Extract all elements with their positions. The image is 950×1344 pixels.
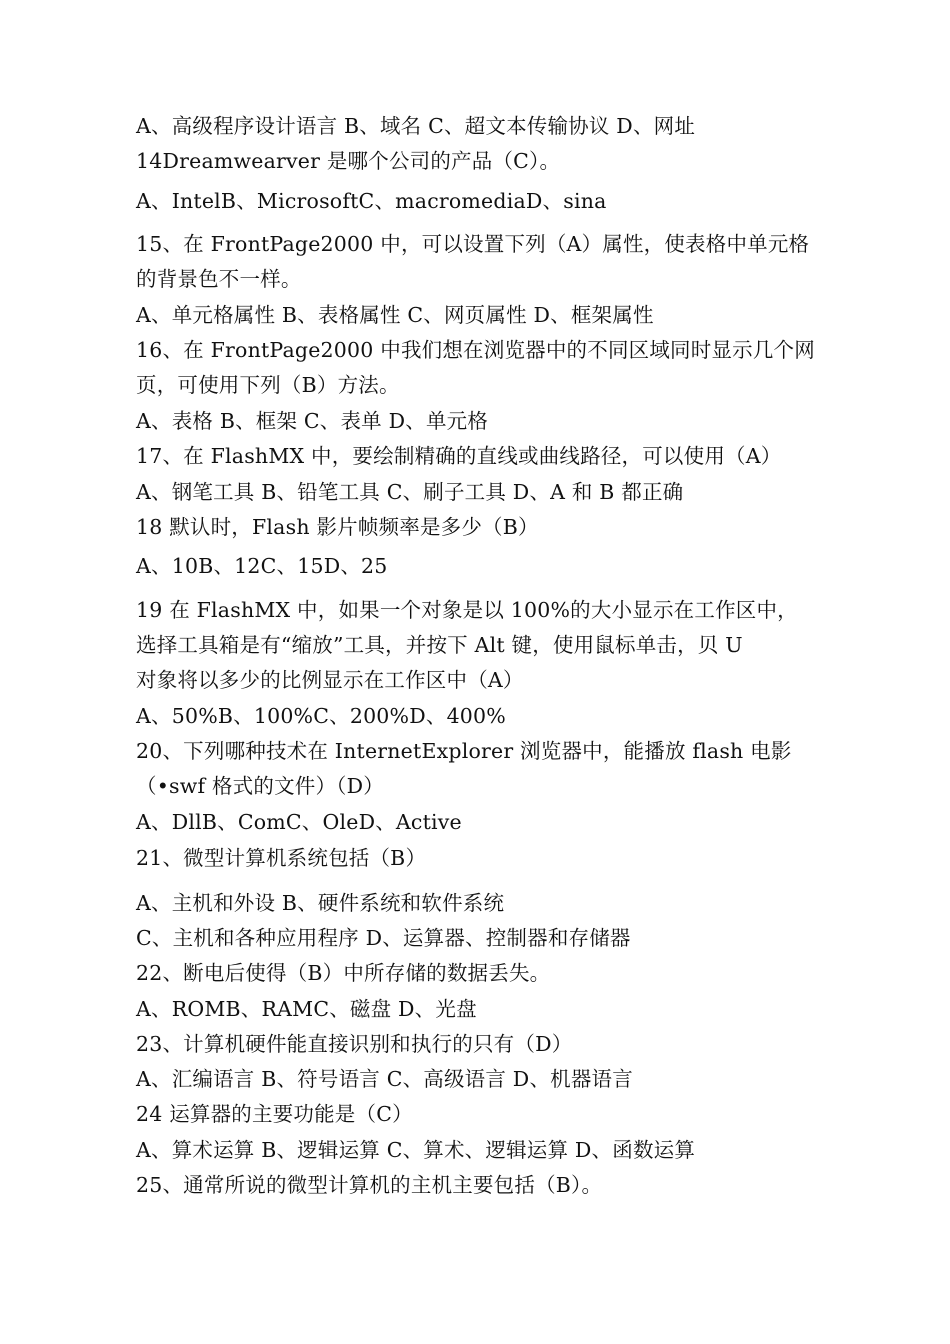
text-line: A、IntelB、MicrosoftC、macromediaD、sina: [136, 189, 607, 213]
text-line: A、表格 B、框架 C、表单 D、单元格: [136, 409, 489, 433]
text-line: A、算术运算 B、逻辑运算 C、算术、逻辑运算 D、函数运算: [136, 1138, 696, 1162]
text-line: 16、在 FrontPage2000 中我们想在浏览器中的不同区域同时显示几个网: [136, 338, 815, 362]
text-line: 21、微型计算机系统包括（B）: [136, 846, 427, 870]
text-line: 的背景色不一样。: [136, 267, 302, 291]
text-line: 17、在 FlashMX 中，要绘制精确的直线或曲线路径，可以使用（A）: [136, 444, 782, 468]
text-line: A、10B、12C、15D、25: [136, 554, 388, 578]
text-line: 22、断电后使得（B）中所存储的数据丢失。: [136, 961, 551, 985]
text-line: A、单元格属性 B、表格属性 C、网页属性 D、框架属性: [136, 303, 654, 327]
text-line: A、50%B、100%C、200%D、400%: [136, 704, 506, 728]
text-line: A、汇编语言 B、符号语言 C、高级语言 D、机器语言: [136, 1067, 633, 1091]
text-line: 18 默认时，Flash 影片帧频率是多少（B）: [136, 515, 539, 539]
text-line: 14Dreamwearver 是哪个公司的产品（C）。: [136, 149, 561, 173]
text-line: C、主机和各种应用程序 D、运算器、控制器和存储器: [136, 926, 631, 950]
text-line: A、主机和外设 B、硬件系统和软件系统: [136, 891, 505, 915]
text-line: 对象将以多少的比例显示在工作区中（A）: [136, 668, 524, 692]
text-line: 15、在 FrontPage2000 中，可以设置下列（A）属性，使表格中单元格: [136, 232, 810, 256]
text-line: 25、通常所说的微型计算机的主机主要包括（B）。: [136, 1173, 603, 1197]
text-line: 19 在 FlashMX 中，如果一个对象是以 100%的大小显示在工作区中，: [136, 598, 798, 622]
text-line: （•swf 格式的文件）（D）: [136, 774, 384, 798]
text-line: A、钢笔工具 B、铅笔工具 C、刷子工具 D、A 和 B 都正确: [136, 480, 684, 504]
text-line: A、高级程序设计语言 B、域名 C、超文本传输协议 D、网址: [136, 114, 696, 138]
text-line: A、DllB、ComC、OleD、Active: [136, 810, 462, 834]
text-line: 选择工具箱是有“缩放”工具，并按下 Alt 键，使用鼠标单击，贝 U: [136, 633, 743, 657]
text-line: 23、计算机硬件能直接识别和执行的只有（D）: [136, 1032, 573, 1056]
text-line: 20、下列哪种技术在 InternetExplorer 浏览器中，能播放 flash 电影: [136, 739, 792, 763]
text-line: 页，可使用下列（B）方法。: [136, 373, 400, 397]
text-line: 24 运算器的主要功能是（C）: [136, 1102, 413, 1126]
text-line: A、ROMB、RAMC、磁盘 D、光盘: [136, 997, 477, 1021]
